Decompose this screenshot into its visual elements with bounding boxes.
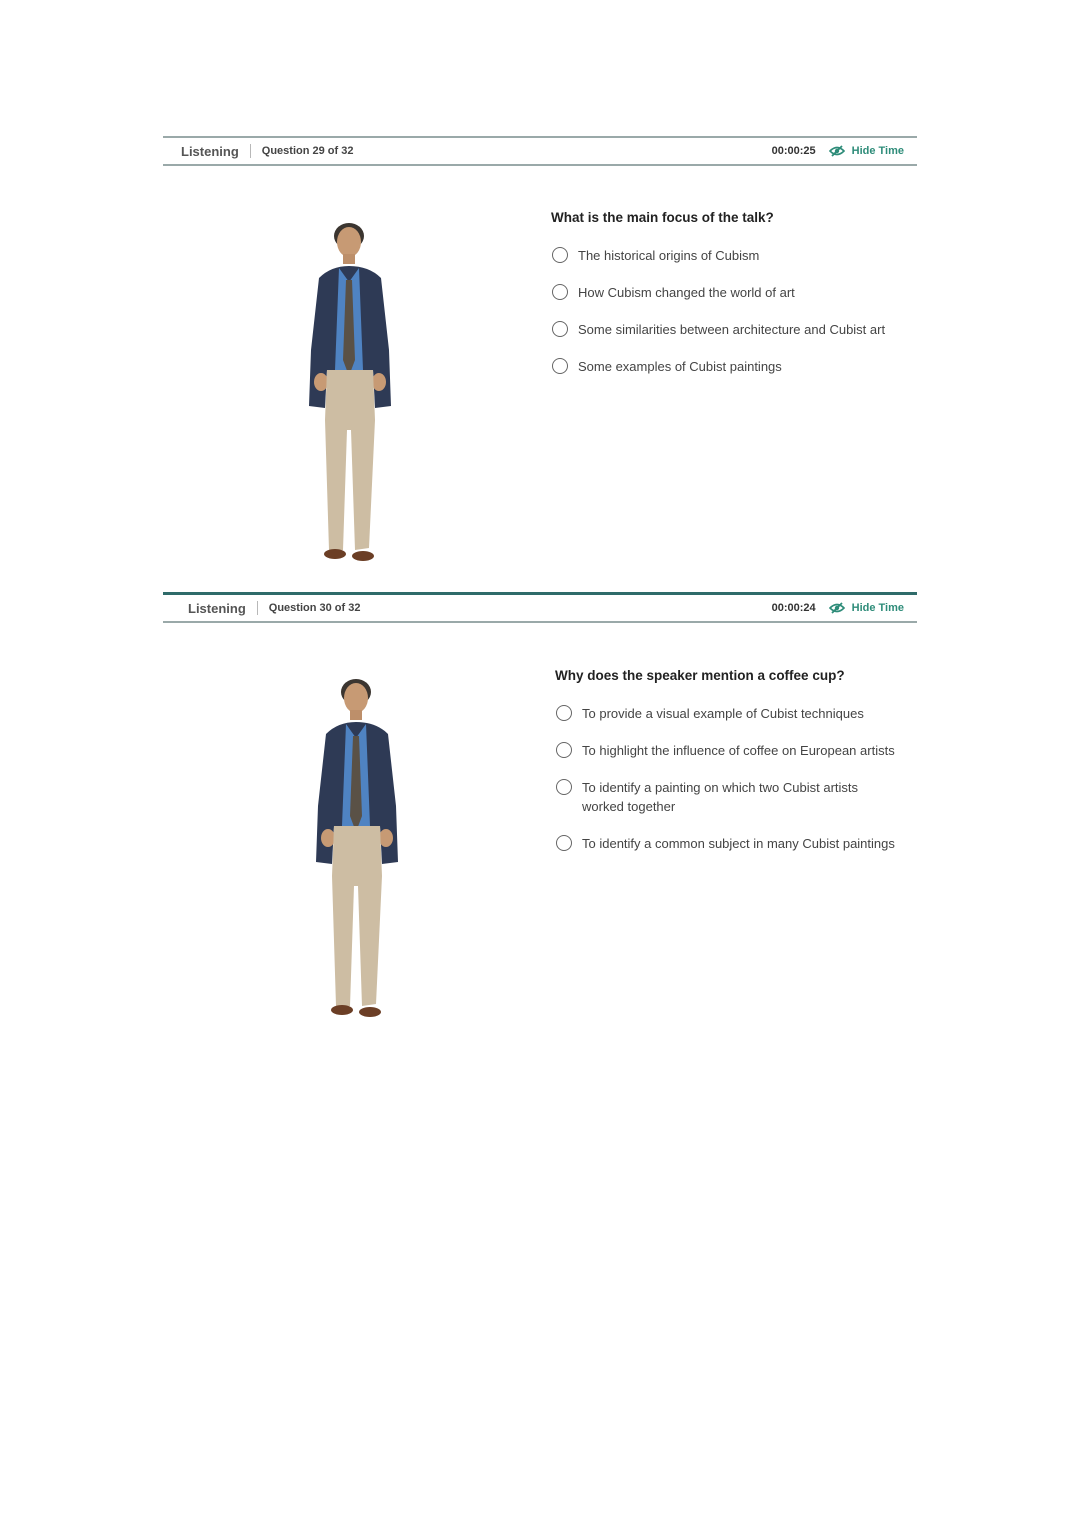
test-header-bar (163, 592, 917, 623)
answer-option-label: To provide a visual example of Cubist techniques (582, 706, 864, 721)
radio-button[interactable] (556, 779, 572, 795)
section-title: Listening (188, 600, 246, 616)
hide-time-button[interactable]: Hide Time (851, 145, 904, 157)
answer-option[interactable] (552, 357, 902, 376)
timer-display: 00:00:25 (771, 145, 816, 157)
radio-button[interactable] (556, 742, 572, 758)
radio-button[interactable] (556, 705, 572, 721)
lecturer-figure (298, 676, 418, 1026)
radio-button[interactable] (556, 835, 572, 851)
answer-option-label: Some examples of Cubist paintings (578, 359, 782, 374)
question-counter: Question 29 of 32 (261, 145, 354, 157)
section-title: Listening (181, 143, 239, 159)
radio-button[interactable] (552, 358, 568, 374)
timer-group (772, 602, 904, 614)
radio-button[interactable] (552, 247, 568, 263)
answer-option[interactable] (556, 778, 906, 816)
answer-options (556, 704, 906, 871)
eye-slash-icon[interactable] (829, 145, 845, 157)
answer-option-label: The historical origins of Cubism (578, 248, 760, 263)
radio-button[interactable] (552, 284, 568, 300)
question-screen-29 (163, 136, 917, 576)
header-divider (250, 144, 251, 158)
eye-slash-icon[interactable] (829, 602, 845, 614)
question-text: Why does the speaker mention a coffee cup? (555, 668, 845, 683)
answer-option-label: Some similarities between architecture and Cubist art (578, 322, 886, 337)
test-header-bar (163, 136, 917, 166)
hide-time-button[interactable]: Hide Time (851, 602, 904, 614)
timer-group (772, 145, 904, 157)
question-screen-30 (163, 592, 917, 1032)
answer-option[interactable] (556, 741, 906, 760)
answer-option-label: To highlight the influence of coffee on European artists (582, 743, 895, 758)
answer-option-label: To identify a painting on which two Cubist artists worked together (582, 780, 859, 814)
answer-option-label: How Cubism changed the world of art (578, 285, 795, 300)
answer-options (552, 246, 902, 394)
answer-option[interactable] (556, 834, 906, 853)
answer-option-label: To identify a common subject in many Cubist paintings (582, 836, 895, 851)
header-divider (257, 601, 258, 615)
timer-display: 00:00:24 (771, 602, 816, 614)
answer-option[interactable] (552, 283, 902, 302)
question-text: What is the main focus of the talk? (551, 210, 774, 225)
question-counter: Question 30 of 32 (268, 602, 361, 614)
answer-option[interactable] (556, 704, 906, 723)
lecturer-figure (291, 220, 411, 570)
answer-option[interactable] (552, 246, 902, 265)
answer-option[interactable] (552, 320, 902, 339)
radio-button[interactable] (552, 321, 568, 337)
